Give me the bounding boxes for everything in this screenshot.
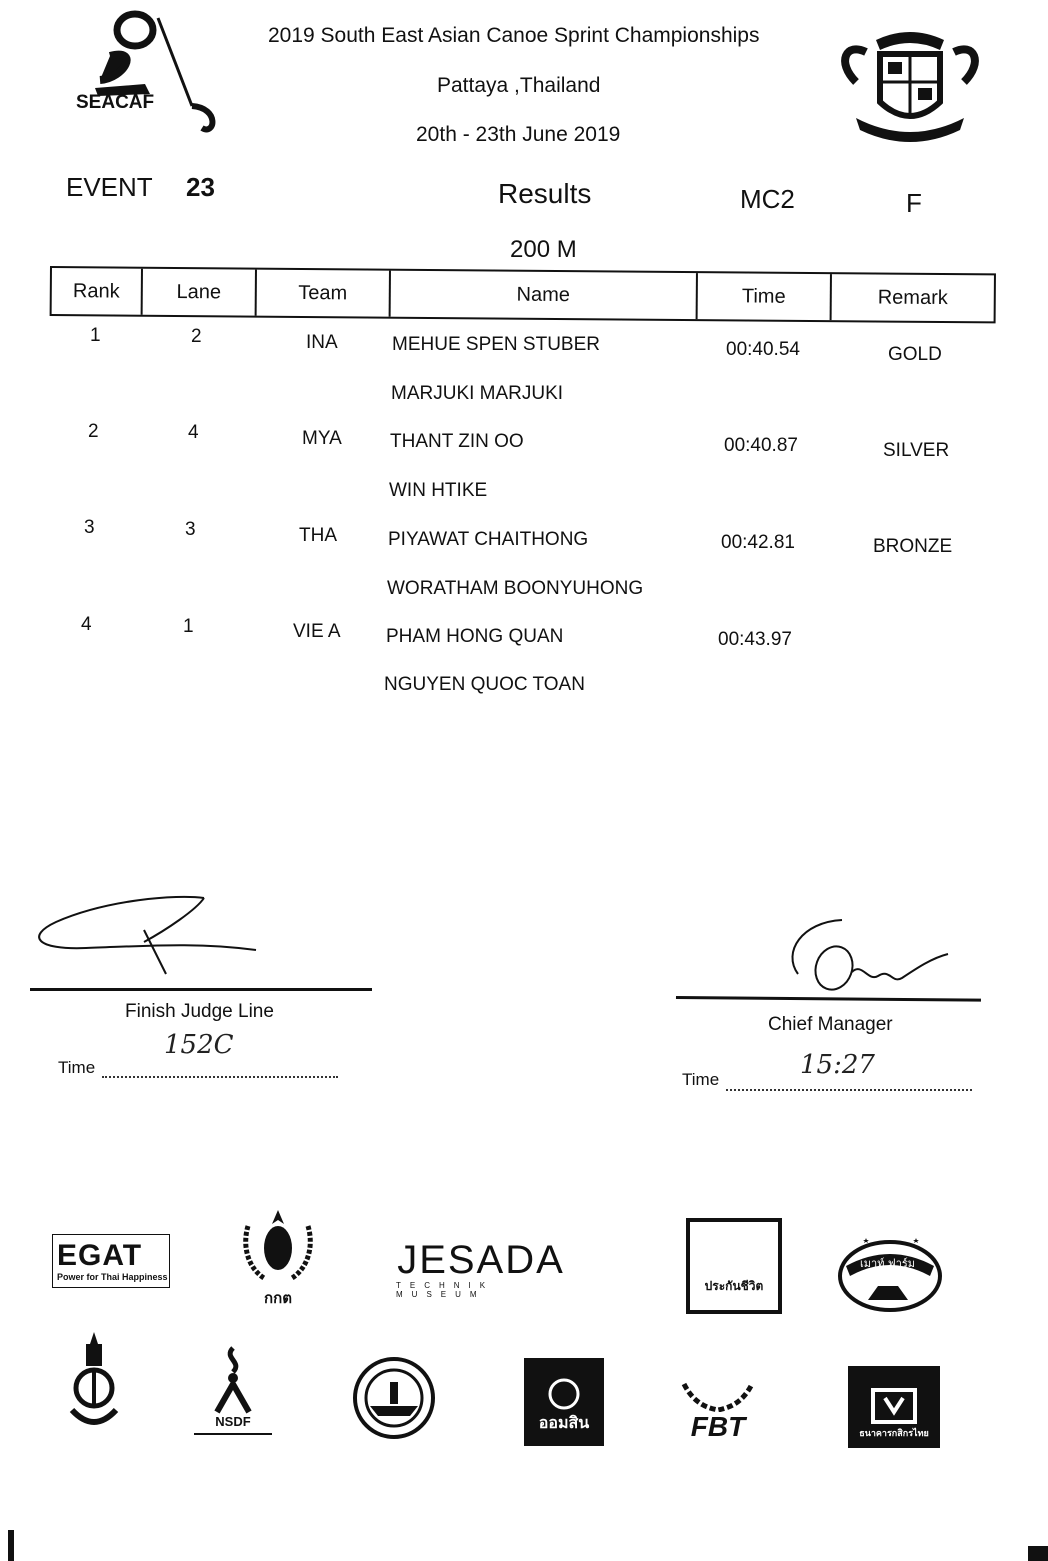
sponsor-egat-logo [52, 1234, 170, 1288]
sponsor-egat-tagline: Power for Thai Happiness [57, 1272, 168, 1282]
sponsor-fbt-name: FBT [690, 1411, 746, 1442]
sponsor-gkt-logo [238, 1206, 318, 1310]
sponsor-kbank-logo [848, 1366, 940, 1448]
sponsor-jesada-name: JESADA [397, 1238, 565, 1282]
sponsor-fbt-logo [676, 1376, 760, 1446]
finish-judge-signature [26, 890, 266, 980]
farm-badge-icon [838, 1236, 944, 1316]
table-row-1-time: 00:40.54 [726, 339, 800, 360]
event-number: 23 [186, 172, 215, 202]
garuda-emblem-icon [238, 1206, 318, 1286]
column-header-time: Time [698, 273, 832, 320]
table-row-3-remark: BRONZE [873, 536, 953, 557]
federation-crest [826, 22, 994, 146]
sponsor-insurance-logo [686, 1218, 782, 1314]
table-row-1-name-1: MEHUE SPEN STUBER [392, 334, 600, 355]
table-row-4-name-1: PHAM HONG QUAN [386, 626, 564, 647]
column-header-lane: Lane [143, 269, 257, 316]
event-label: EVENT [66, 172, 153, 202]
table-row-3-name-1: PIYAWAT CHAITHONG [388, 529, 589, 550]
table-row-3-time: 00:42.81 [721, 532, 795, 553]
crest-icon [826, 22, 994, 146]
table-row-4-rank: 4 [81, 614, 92, 635]
table-row-4-name-2: NGUYEN QUOC TOAN [384, 674, 585, 695]
event-dates: 20th - 23th June 2019 [416, 123, 621, 146]
column-header-remark: Remark [877, 286, 948, 309]
sponsor-nsdf-logo [190, 1336, 276, 1442]
table-row-4-lane: 1 [183, 616, 194, 637]
sponsor-gsb-logo [524, 1358, 604, 1446]
table-row-2-lane: 4 [188, 422, 199, 443]
scan-edge-mark-right [1028, 1546, 1048, 1561]
navy-crest-icon [68, 1330, 120, 1434]
sponsor-gsb-name: ออมสิน [538, 1413, 590, 1432]
event-round: F [906, 188, 922, 218]
paddler-icon [70, 8, 230, 138]
table-row-3-name-2: WORATHAM BOONYUHONG [387, 578, 644, 599]
table-row-1-remark: GOLD [888, 344, 942, 365]
seacaf-logo [70, 8, 230, 138]
column-header-name: Name [391, 271, 698, 319]
event-category: MC2 [740, 184, 795, 214]
sponsor-nsdf-underline [194, 1433, 272, 1435]
chief-manager-line [676, 996, 981, 1002]
table-row-2-remark: SILVER [883, 440, 950, 461]
sponsor-port-authority-seal [352, 1356, 436, 1440]
finish-judge-line [30, 988, 372, 991]
results-table-header [50, 266, 996, 323]
finish-judge-time-value: 152C [164, 1030, 234, 1060]
table-row-1-lane: 2 [191, 326, 202, 347]
scan-edge-mark-left [8, 1530, 14, 1561]
sponsor-navy-emblem [68, 1330, 120, 1434]
table-row-1-rank: 1 [90, 325, 101, 346]
seacaf-logo-text: SEACAF [76, 92, 155, 113]
port-seal-icon [352, 1356, 436, 1440]
sponsor-farm-name: เมาท์ ฟาร์ม [860, 1257, 916, 1270]
column-header-team: Team [257, 270, 391, 317]
table-row-2-name-1: THANT ZIN OO [390, 431, 524, 452]
table-row-2-rank: 2 [88, 421, 99, 442]
sponsor-gkt-name: กกต [264, 1289, 292, 1307]
column-header-rank: Rank [52, 268, 143, 315]
event-distance: 200 M [510, 236, 577, 263]
finish-judge-time-dots [102, 1076, 338, 1078]
chief-manager-label: Chief Manager [768, 1014, 893, 1035]
table-row-2-name-2: WIN HTIKE [389, 480, 488, 501]
sponsor-jesada-logo [396, 1238, 566, 1300]
table-row-3-rank: 3 [84, 517, 95, 538]
sponsor-insurance-name: ประกันชีวิต [704, 1278, 764, 1293]
chief-manager-signature [782, 912, 952, 996]
table-row-1-name-2: MARJUKI MARJUKI [391, 383, 564, 404]
chief-manager-time-dots [726, 1089, 972, 1091]
chief-manager-time-value: 15:27 [800, 1050, 875, 1080]
signature-scribble-icon [782, 912, 952, 996]
table-row-1-team: INA [306, 332, 338, 353]
torch-athlete-icon [203, 1344, 263, 1414]
table-row-2-team: MYA [302, 428, 342, 449]
signature-scribble-icon [26, 890, 266, 980]
kbank-emblem-icon [869, 1386, 919, 1426]
results-label: Results [498, 178, 592, 209]
table-row-4-team: VIE A [293, 621, 341, 642]
sponsor-jesada-tagline: TECHNIK MUSEUM [396, 1281, 495, 1299]
sponsor-egat-name: EGAT [57, 1239, 143, 1272]
sponsor-kbank-name: ธนาคารกสิกรไทย [859, 1429, 929, 1439]
table-row-4-time: 00:43.97 [718, 629, 792, 650]
chief-manager-time-label: Time [682, 1070, 720, 1089]
finish-judge-label: Finish Judge Line [125, 1001, 274, 1022]
sponsor-farm-logo [838, 1236, 944, 1316]
venue: Pattaya ,Thailand [437, 74, 601, 97]
sponsor-nsdf-name: NSDF [215, 1413, 251, 1429]
finish-judge-time-label: Time [58, 1058, 96, 1077]
championship-title: 2019 South East Asian Canoe Sprint Championships [268, 24, 760, 47]
table-row-2-time: 00:40.87 [724, 435, 798, 456]
table-row-3-team: THA [299, 525, 337, 546]
gsb-emblem-icon [544, 1377, 584, 1411]
laurel-icon [680, 1380, 756, 1412]
table-row-3-lane: 3 [185, 519, 196, 540]
